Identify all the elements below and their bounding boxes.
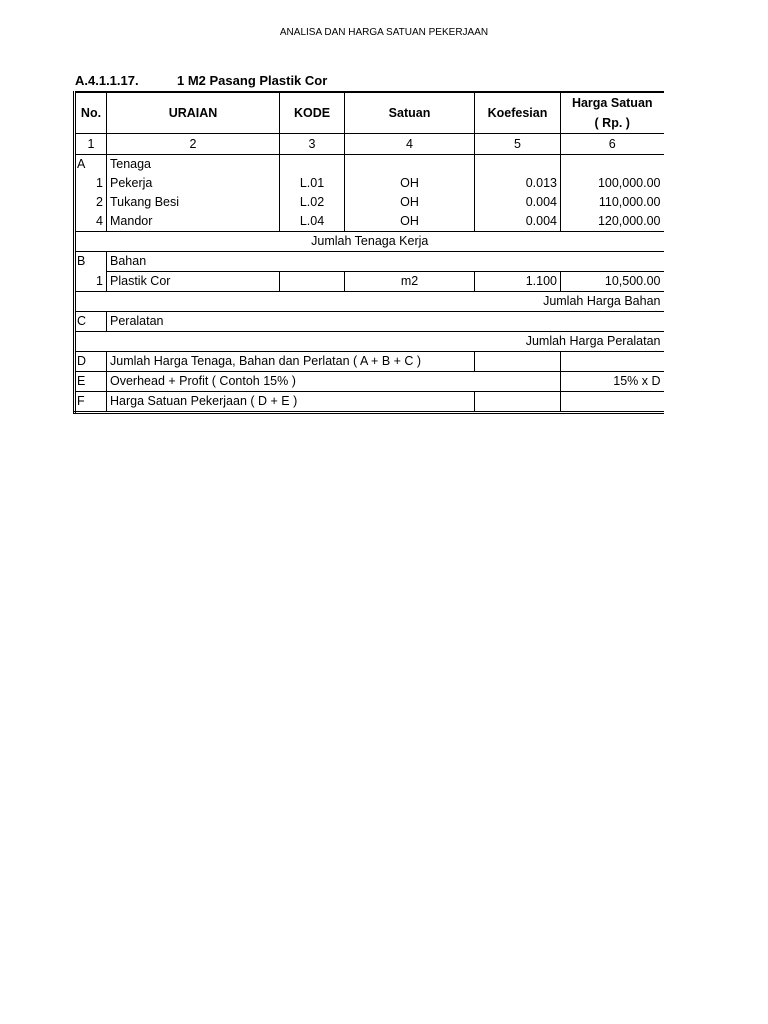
document-header: ANALISA DAN HARGA SATUAN PEKERJAAN — [279, 27, 489, 38]
col-header-harga-line1: Harga Satuan — [571, 96, 653, 110]
row-uraian: Tukang Besi — [107, 193, 280, 212]
subtotal-row-bahan — [75, 292, 664, 312]
summary-letter: E — [75, 372, 107, 392]
summary-row-d — [75, 352, 664, 372]
subtotal-label: Jumlah Harga Peralatan — [75, 332, 664, 352]
group-row-peralatan — [75, 312, 664, 332]
subtotal-label: Jumlah Tenaga Kerja — [75, 232, 664, 252]
col-header-koefisien: Koefesian — [475, 92, 561, 134]
row-kode: L.02 — [280, 193, 345, 212]
summary-label: Harga Satuan Pekerjaan ( D + E ) — [107, 392, 475, 413]
summary-letter: F — [75, 392, 107, 413]
row-no: 1 — [75, 272, 107, 292]
row-harga: 10,500.00 — [561, 272, 664, 292]
col-header-satuan: Satuan — [345, 92, 475, 134]
column-number-row — [75, 134, 664, 155]
col-number: 6 — [561, 134, 664, 155]
summary-label: Overhead + Profit ( Contoh 15% ) — [107, 372, 561, 392]
row-satuan: OH — [345, 212, 475, 232]
table-row — [75, 212, 664, 232]
col-header-harga — [561, 92, 664, 134]
row-harga: 110,000.00 — [561, 193, 664, 212]
row-satuan: m2 — [345, 272, 475, 292]
summary-value — [561, 352, 664, 372]
table-row — [75, 272, 664, 292]
summary-row-e — [75, 372, 664, 392]
col-number: 2 — [107, 134, 280, 155]
col-number: 3 — [280, 134, 345, 155]
subtotal-label: Jumlah Harga Bahan — [75, 292, 664, 312]
group-row-bahan — [75, 252, 664, 272]
col-number: 4 — [345, 134, 475, 155]
table-row — [75, 174, 664, 193]
row-no: 2 — [75, 193, 107, 212]
col-header-uraian: URAIAN — [107, 92, 280, 134]
row-kode — [280, 272, 345, 292]
table-row — [75, 193, 664, 212]
row-satuan: OH — [345, 193, 475, 212]
row-kode: L.04 — [280, 212, 345, 232]
row-no: 1 — [75, 174, 107, 193]
row-uraian: Plastik Cor — [107, 272, 280, 292]
row-uraian: Mandor — [107, 212, 280, 232]
summary-letter: D — [75, 352, 107, 372]
summary-value: 15% x D — [561, 372, 664, 392]
group-letter: C — [75, 312, 107, 332]
row-koefisien: 0.004 — [475, 212, 561, 232]
summary-value — [561, 392, 664, 413]
summary-label: Jumlah Harga Tenaga, Bahan dan Perlatan ( A + B + C ) — [107, 352, 475, 372]
col-header-no: No. — [75, 92, 107, 134]
group-label: Bahan — [107, 252, 664, 272]
row-harga: 100,000.00 — [561, 174, 664, 193]
section-code: A.4.1.1.17. — [75, 73, 139, 88]
subtotal-row-tenaga — [75, 232, 664, 252]
row-koefisien: 1.100 — [475, 272, 561, 292]
group-letter: A — [75, 155, 107, 175]
row-uraian: Pekerja — [107, 174, 280, 193]
group-row-tenaga — [75, 155, 664, 175]
row-koefisien: 0.013 — [475, 174, 561, 193]
group-letter: B — [75, 252, 107, 272]
section-name: 1 M2 Pasang Plastik Cor — [177, 73, 328, 88]
row-kode: L.01 — [280, 174, 345, 193]
subtotal-row-peralatan — [75, 332, 664, 352]
summary-row-f — [75, 392, 664, 413]
col-number: 1 — [75, 134, 107, 155]
table-header-row — [75, 92, 664, 134]
analysis-table — [73, 91, 664, 414]
row-harga: 120,000.00 — [561, 212, 664, 232]
col-number: 5 — [475, 134, 561, 155]
section-title — [75, 73, 327, 88]
row-no: 4 — [75, 212, 107, 232]
group-label: Peralatan — [107, 312, 664, 332]
col-header-kode: KODE — [280, 92, 345, 134]
group-label: Tenaga — [107, 155, 280, 175]
col-header-harga-line2: ( Rp. ) — [594, 116, 630, 130]
row-koefisien: 0.004 — [475, 193, 561, 212]
row-satuan: OH — [345, 174, 475, 193]
